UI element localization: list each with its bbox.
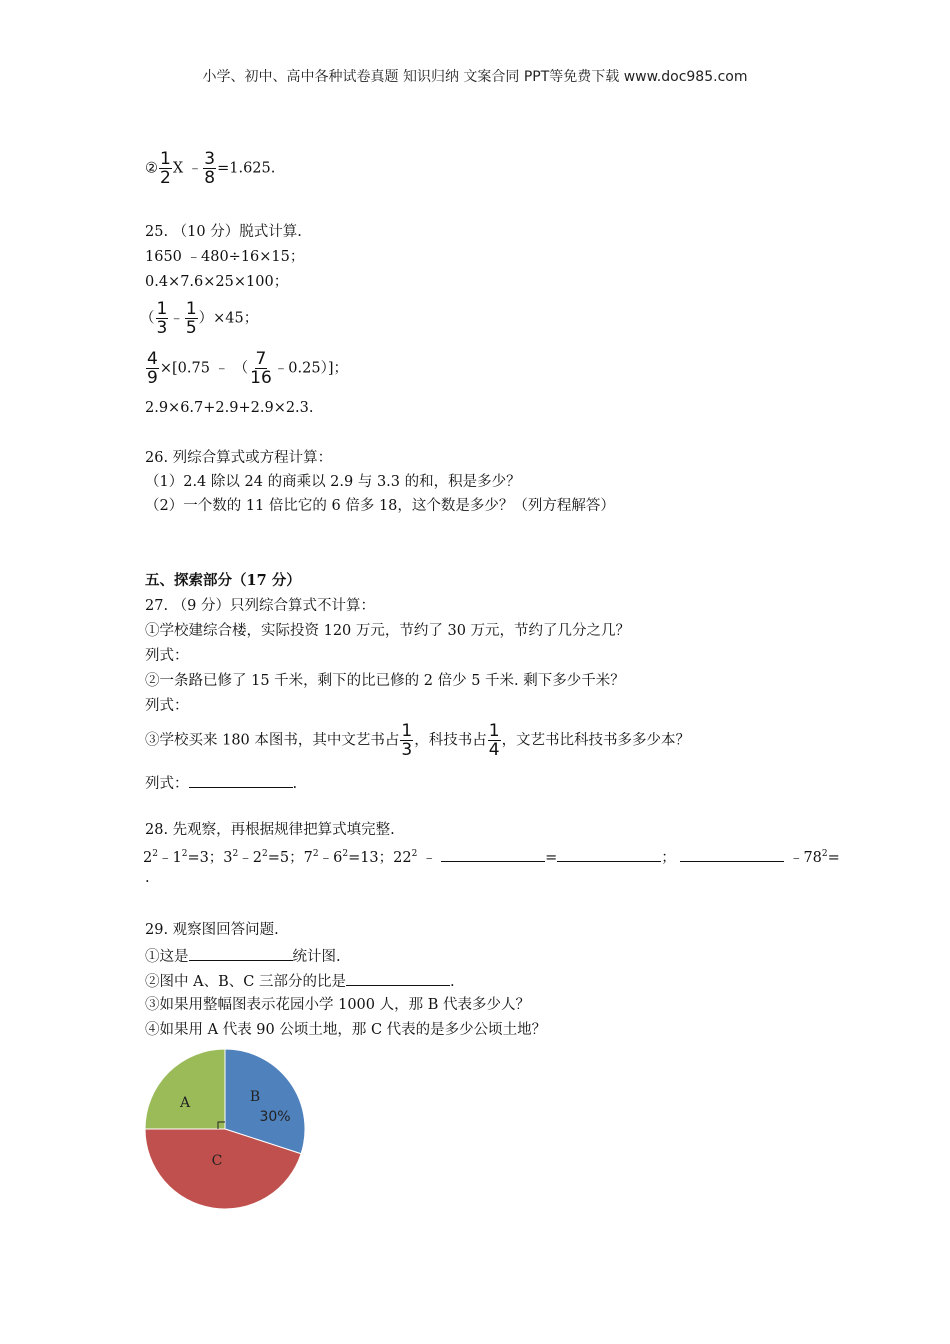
q25-line-4: $\frac{4}{9}$ ×[0.75 ﹣ （ $\frac{7}{16}$ ﹣0.25）]； — [147, 349, 348, 388]
q26-line-2: （2）一个数的 11 倍比它的 6 倍多 18，这个数是多少？（列方程解答） — [145, 498, 615, 514]
fraction: $\frac{3}{8}$ — [204, 149, 216, 188]
q27-line-1: ①学校建综合楼，实际投资 120 万元，节约了 30 万元，节约了几分之几？ — [145, 623, 631, 639]
answer-blank[interactable] — [189, 945, 293, 961]
q27-line-3: ③学校买来 180 本图书，其中文艺书占 $\frac{1}{3}$ ，科技书占 $\frac{1}{4}$ ，文艺书比科技书多多少本？ — [145, 721, 691, 760]
page-header: 小学、初中、高中各种试卷真题 知识归纳 文案合同 PPT等免费下载 www.doc985.com — [202, 69, 748, 85]
q28-title: 28. 先观察，再根据规律把算式填完整. — [145, 822, 395, 838]
q25-title: 25. （10 分）脱式计算. — [145, 224, 302, 240]
q27-title: 27. （9 分）只列综合算式不计算： — [145, 598, 376, 614]
fraction: $\frac{1}{4}$ — [488, 721, 500, 760]
q25-line-2: 0.4×7.6×25×100； — [145, 274, 289, 290]
q29-line-1: ①这是 统计图. — [145, 945, 341, 967]
q26-title: 26. 列综合算式或方程计算： — [145, 450, 333, 466]
q25-line-1: 1650 ﹣480÷16×15； — [145, 249, 305, 265]
section-title: 五、探索部分（17 分） — [145, 572, 301, 589]
q25-line-5: 2.9×6.7+2.9+2.9×2.3. — [145, 400, 314, 416]
q29-line-4: ④如果用 A 代表 90 公顷土地，那 C 代表的是多少公顷土地？ — [145, 1022, 547, 1038]
q27-line-2: ②一条路已修了 15 千米，剩下的比已修的 2 倍少 5 千米. 剩下多少千米？ — [145, 673, 625, 689]
fraction: $\frac{4}{9}$ — [147, 349, 158, 388]
pie-label-c: C — [211, 1153, 223, 1169]
pie-percent-label: 30% — [259, 1109, 291, 1125]
pie-slice-a — [145, 1049, 225, 1129]
answer-blank[interactable] — [189, 772, 293, 788]
fraction: $\frac{1}{2}$ — [160, 149, 171, 188]
fraction: $\frac{7}{16}$ — [250, 349, 272, 388]
q27-answer-label-2: 列式： — [145, 698, 189, 714]
fraction: $\frac{1}{3}$ — [401, 721, 413, 760]
answer-blank[interactable] — [346, 970, 450, 986]
answer-blank[interactable] — [441, 846, 545, 862]
pie-label-b: B — [249, 1089, 261, 1105]
q29-line-3: ③如果用整幅图表示花园小学 1000 人，那 B 代表多少人？ — [145, 997, 530, 1013]
q25-line-3: （ $\frac{1}{3}$ ﹣ $\frac{1}{5}$ ）×45； — [140, 299, 259, 338]
q29-line-2: ②图中 A、B、C 三部分的比是 . — [145, 970, 455, 992]
q29-title: 29. 观察图回答问题. — [145, 922, 279, 938]
q27-answer-label-1: 列式： — [145, 648, 189, 664]
answer-blank[interactable] — [680, 846, 784, 862]
q26-line-1: （1）2.4 除以 24 的商乘以 2.9 与 3.3 的和，积是多少？ — [145, 474, 521, 490]
answer-blank[interactable] — [557, 846, 661, 862]
q28-pattern: $2^2﹣1^2=3$；$3^2﹣2^2=5$；$7^2﹣6^2=13$；$22^2$ ﹣ = ； $﹣78^2=$ — [143, 846, 840, 868]
q28-end-dot: . — [145, 870, 150, 886]
fraction: $\frac{1}{5}$ — [185, 299, 197, 338]
pie-chart — [140, 1045, 310, 1215]
pie-label-a: A — [179, 1095, 191, 1111]
q24-equation: ② $\frac{1}{2}$ X ﹣ $\frac{3}{8}$ =1.625. — [145, 149, 276, 188]
fraction: $\frac{1}{3}$ — [156, 299, 168, 338]
q27-answer-line-3: 列式： . — [145, 772, 297, 794]
